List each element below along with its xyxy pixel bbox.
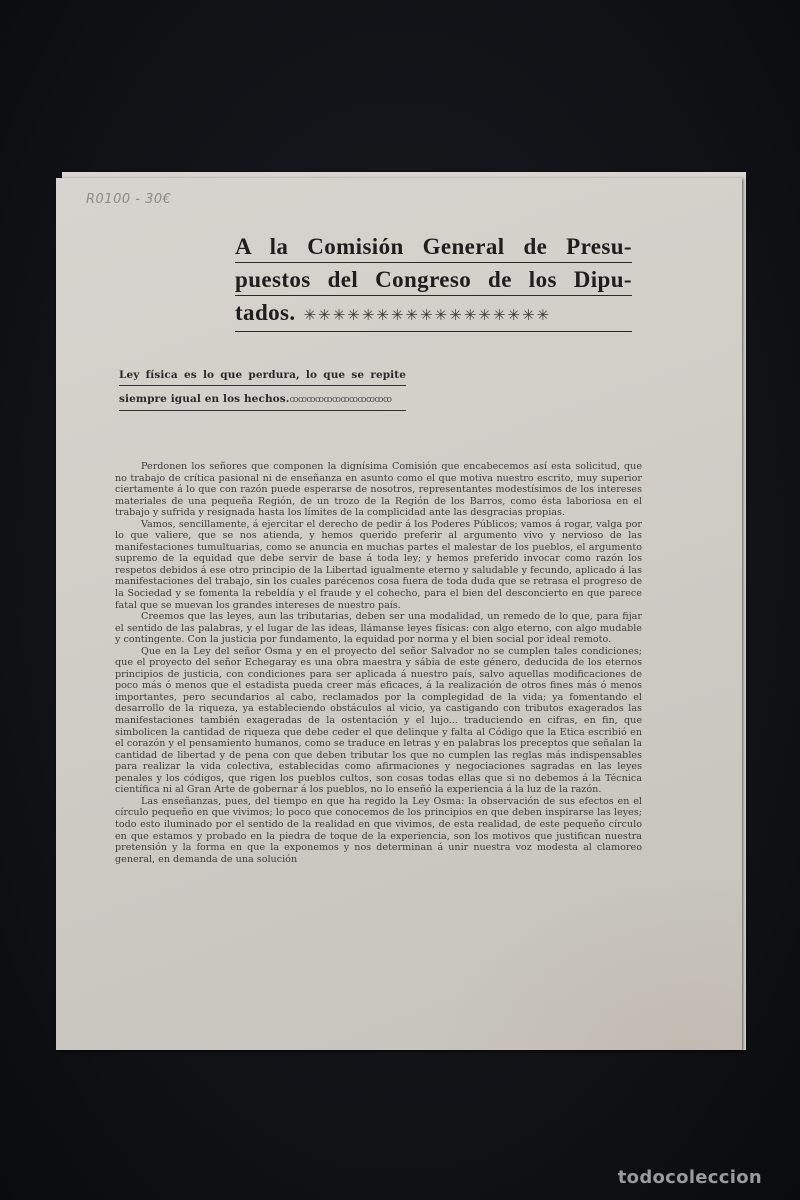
paragraph-1: Perdonen los señores que componen la dignísima Comisión que encabecemos así esta solicitud, que no trabajo de crítica pasional ni de enseñanza en asunto como el que motiva nuestro escrito, muy superior ciertamente á lo que con razón puede esperarse de nosotros, representantes modestísimos de los intereses materiales de una pequeña Región, de un trozo de la Región de los Barros, como ésta laboriosa en el trabajo y sufrida y resignada hasta los límites de la complicidad ante las desgracias propias. [115, 461, 642, 519]
title-line-1: A la Comisión General de Presu- [235, 233, 632, 263]
title-line-3 [235, 299, 632, 332]
document-page [56, 178, 742, 1050]
title-line-2: puestos del Congreso de los Dipu- [235, 266, 632, 296]
handwritten-price-note: R0100 - 30€ [86, 192, 172, 207]
watermark-logo: todocoleccion [617, 1167, 762, 1188]
paragraph-4: Que en la Ley del señor Osma y en el proyecto del señor Salvador no se cumplen tales condiciones; que el proyecto del señor Echegaray es una obra maestra y sábia de este género, deducida de los eternos principios de justicia, con condiciones para ser aplicada á nuestro país, salvo aquellas modificaciones de poco más ó menos que el estadista pueda creer más eficaces, á la realización de otros fines más ó menos importantes, pero secundarios al cabo, reclamados por la complegidad de la vida; ya fomentando el desarrollo de la riqueza, ya estableciendo obstáculos al vicio, ya castigando con tributos exagerados las manifestaciones también exageradas de la ostentación y el lujo... traduciendo en cifras, en fin, que simbolicen la cantidad de riqueza que debe ceder el que delinque y falta al Código que la Etica escribió en el corazón y el pensamiento humanos, como se traduce en letras y en palabras los preceptos que señalan la cantidad de libertad y de pena con que deben tributar los que no cumplen las reglas más indispensables para realizar la vida colectiva, establecidas como afirmaciones y negociaciones sagradas en las leyes penales y los códigos, que rigen los pueblos cultos, son cosas todas ellas que si no debemos á la Técnica científica ni al Gran Arte de gobernar á los pueblos, no lo enseñó la experiencia á la luz de la razón. [115, 645, 642, 796]
document-title [235, 233, 632, 335]
epigraph [119, 368, 406, 417]
body-text [115, 461, 642, 865]
epigraph-line-1: Ley física es lo que perdura, lo que se repite [119, 368, 406, 386]
paragraph-5: Las enseñanzas, pues, del tiempo en que ha regido la Ley Osma: la observación de sus efectos en el círculo pequeño en que vivimos; lo poco que conocemos de los principios en que deben inspirarse las leyes; todo esto iluminado por el sentido de la realidad en que vivimos, de esta realidad, de este pequeño círculo en que estamos y probado en la piedra de toque de la experiencia, son los motivos que justifican nuestra pretensión y la forma en que la exponemos y nos determinan á unir nuestra voz modesta al clamoreo general, en demanda de una solución [115, 795, 642, 865]
paragraph-3: Creemos que las leyes, aun las tributarias, deben ser una modalidad, un remedo de lo que, para fijar el sentido de las palabras, y el lugar de las ideas, llámanse leyes físicas: con algo eterno, con algo mudable y contingente. Con la justicia por fundamento, la equidad por norma y el bien social por ideal remoto. [115, 611, 642, 646]
wave-ornament-icon: ꝏꝏꝏꝏꝏꝏꝏꝏꝏꝏꝏꝏ [289, 395, 392, 405]
paragraph-2: Vamos, sencillamente, á ejercitar el derecho de pedir á los Poderes Públicos; vamos á rogar, valga por lo que valiere, que se nos atienda, y hemos querido preferir al argumento vivo y nervioso de las manifestaciones tumultuarias, como se anuncia en muchas partes el malestar de los pueblos, el argumento supremo de la equidad que debe servir de base á toda ley; y hemos preferido invocar como razón los respetos debidos á ese otro principio de la Libertad igualmente eterno y saludable y fecundo, aplicado á las manifestaciones del trabajo, sin los cuales parécenos cosa fuera de toda duda que se retrasa el progreso de la Sociedad y se fomenta la rebeldía y el fraude y el cohecho, para el bien del desconcierto en que parece fatal que se muevan los grandes intereses de nuestro país. [115, 518, 642, 611]
epigraph-line-2 [119, 392, 406, 411]
star-ornament-icon: ✳✳✳✳✳✳✳✳✳✳✳✳✳✳✳✳✳ [303, 308, 552, 324]
title-line-3-text: tados. [235, 300, 296, 325]
epigraph-line-2-text: siempre igual en los hechos. [119, 393, 290, 405]
